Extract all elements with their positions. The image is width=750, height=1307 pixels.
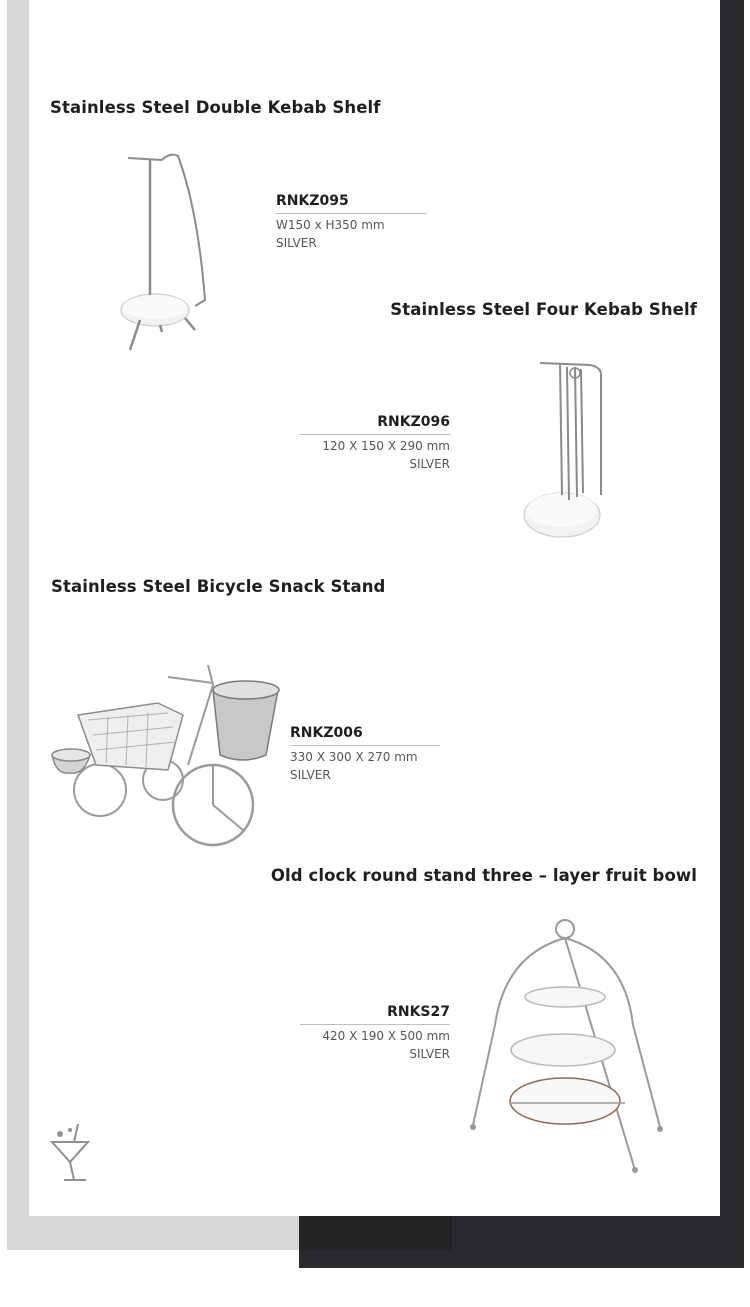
product-color: SILVER bbox=[409, 1047, 450, 1061]
product-size: 120 X 150 X 290 mm bbox=[322, 439, 450, 453]
product-title: Stainless Steel Double Kebab Shelf bbox=[50, 98, 381, 117]
frame-right-panel bbox=[720, 0, 744, 1268]
product-code: RNKZ095 bbox=[276, 193, 426, 214]
product-color: SILVER bbox=[276, 236, 317, 250]
product-title: Stainless Steel Four Kebab Shelf bbox=[390, 300, 697, 319]
product-size: 420 X 190 X 500 mm bbox=[322, 1029, 450, 1043]
cocktail-glass-logo-icon bbox=[48, 1120, 96, 1186]
four-kebab-shelf-image bbox=[515, 355, 615, 545]
product-title: Old clock round stand three – layer fruit bowl bbox=[270, 866, 697, 885]
product-color: SILVER bbox=[409, 457, 450, 471]
product-title: Stainless Steel Bicycle Snack Stand bbox=[51, 577, 386, 596]
product-code: RNKS27 bbox=[300, 1004, 450, 1025]
product-size: W150 x H350 mm bbox=[276, 218, 385, 232]
product-spec bbox=[300, 414, 450, 471]
product-spec bbox=[290, 725, 440, 782]
bicycle-snack-stand-image bbox=[48, 655, 288, 855]
frame-bottom-accent bbox=[299, 1216, 452, 1250]
product-spec bbox=[276, 193, 426, 250]
product-color: SILVER bbox=[290, 768, 331, 782]
double-kebab-shelf-image bbox=[110, 150, 220, 360]
product-spec bbox=[300, 1004, 450, 1061]
three-layer-fruit-bowl-image bbox=[465, 915, 670, 1180]
product-size: 330 X 300 X 270 mm bbox=[290, 750, 418, 764]
product-code: RNKZ006 bbox=[290, 725, 440, 746]
product-code: RNKZ096 bbox=[300, 414, 450, 435]
